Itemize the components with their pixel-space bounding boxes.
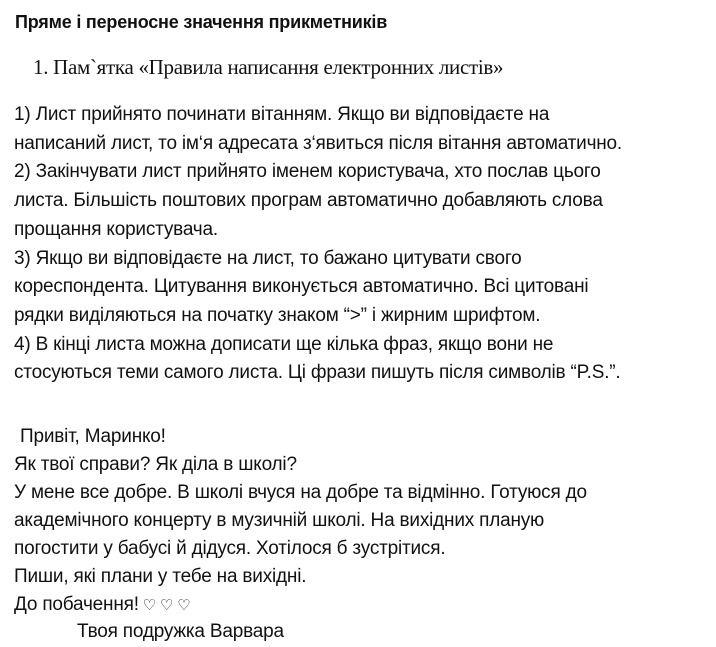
rule-line: стосуються теми самого листа. Ці фрази пишуть після символів “P.S.”.	[14, 362, 621, 384]
letter-line: погостити у бабусі й дідуся. Хотілося б зустрітися.	[14, 538, 446, 559]
letter-greeting: Привіт, Маринко!	[20, 426, 166, 447]
letter-farewell-row	[14, 593, 190, 618]
rule-line: 3) Якщо ви відповідаєте на лист, то бажано цитувати свого	[14, 247, 522, 269]
memo-heading: 1. Пам`ятка «Правила написання електронних листів»	[33, 55, 504, 79]
rule-line: кореспондента. Цитування виконується автоматично. Всі цитовані	[14, 276, 589, 298]
rule-line: 4) В кінці листа можна дописати ще кілька фраз, якщо вони не	[14, 333, 554, 355]
page-title: Пряме і переносне значення прикметників	[15, 12, 388, 32]
rule-line: 2) Закінчувати лист прийнято іменем користувача, хто послав цього	[14, 161, 601, 183]
letter-line: Як твої справи? Як діла в школі?	[14, 454, 297, 475]
letter-farewell: До побачення!	[14, 594, 139, 615]
letter-line: Пиши, які плани у тебе на вихідні.	[14, 566, 307, 587]
rule-line: листа. Більшість поштових програм автоматично добавляють слова	[14, 190, 603, 212]
rule-line: написаний лист, то ім‘я адресата з‘явиться після вітання автоматично.	[14, 132, 623, 154]
letter-line: У мене все добре. В школі вчуся на добре та відмінно. Готуюся до	[14, 482, 587, 503]
rule-line: прощання користувача.	[14, 218, 218, 240]
letter-line: академічного концерту в музичній школі. На вихідних планую	[14, 510, 545, 531]
rule-line: рядки виділяються на початку знаком “>” і жирним шрифтом.	[14, 304, 541, 326]
hearts-icon: ♡ ♡ ♡	[142, 597, 191, 614]
rule-line: 1) Лист прийнято починати вітанням. Якщо ви відповідаєте на	[14, 104, 550, 125]
letter-signature: Твоя подружка Варвара	[77, 621, 284, 642]
